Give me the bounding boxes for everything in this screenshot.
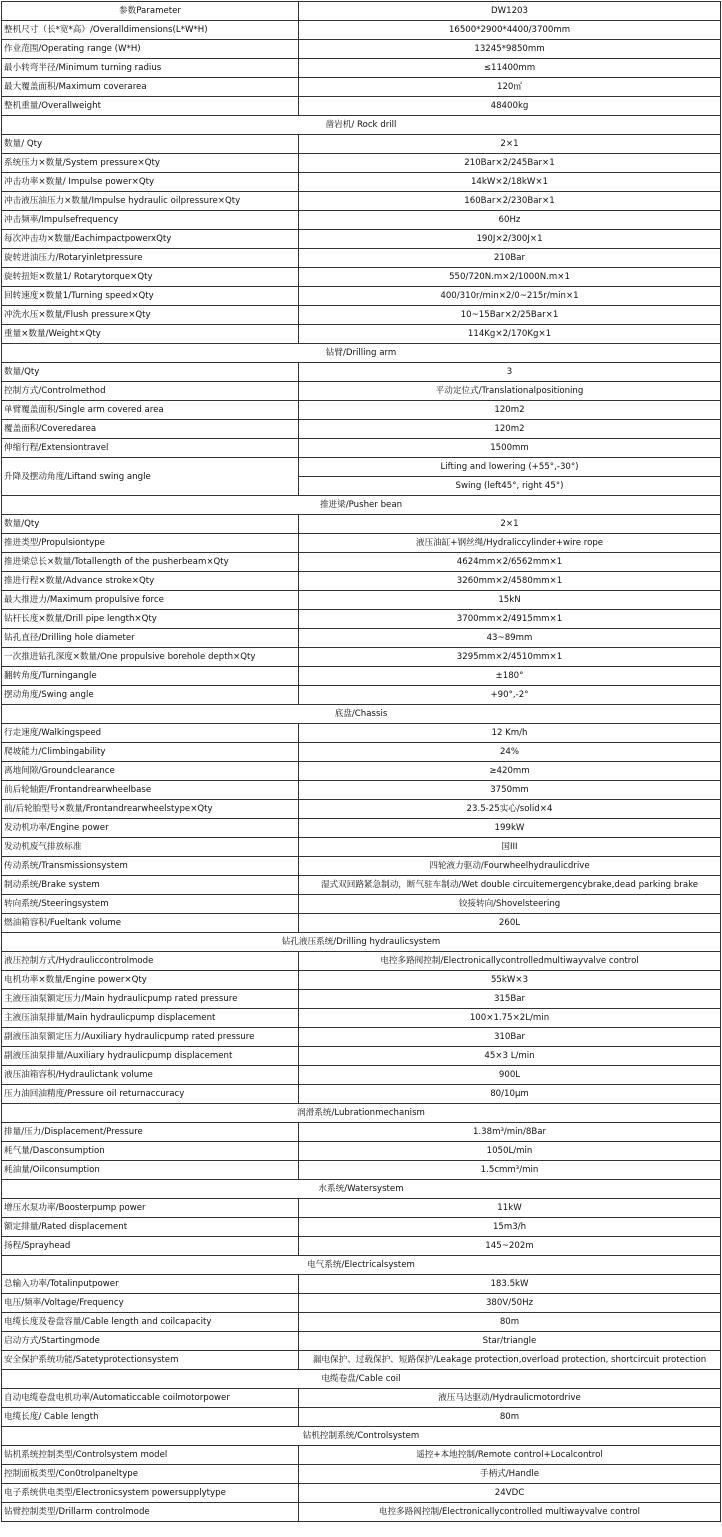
param-value-cell: 80m	[299, 1408, 721, 1427]
param-name-cell: 额定排量/Rated displacement	[2, 1218, 299, 1237]
section-title: 电气系统/Electricalsystem	[2, 1256, 721, 1275]
param-name-cell: 覆盖面积/Coveredarea	[2, 420, 299, 439]
spec-row	[2, 1503, 721, 1522]
spec-row	[2, 249, 721, 268]
param-name-cell: 旋转进油压力/Rotaryinletpressure	[2, 249, 299, 268]
param-name-cell: 制动系统/Brake system	[2, 876, 299, 895]
param-value-cell: Swing (left45°, right 45°)	[299, 477, 721, 496]
param-value-cell: 14kW×2/18kW×1	[299, 173, 721, 192]
spec-row	[2, 762, 721, 781]
spec-row	[2, 1332, 721, 1351]
param-name-cell: 整机重量/Overallweight	[2, 97, 299, 116]
param-value-cell: 24VDC	[299, 1484, 721, 1503]
param-name-cell: 每次冲击功×数量/EachimpactpowerxQty	[2, 230, 299, 249]
param-value-cell: 手柄式/Handle	[299, 1465, 721, 1484]
param-value-cell: 80/10μm	[299, 1085, 721, 1104]
param-name-cell: 冲击液压油压力×数量/Impulse hydraulic oilpressure×Qty	[2, 192, 299, 211]
section-header-row	[2, 344, 721, 363]
param-value-cell: 190J×2/300J×1	[299, 230, 721, 249]
param-name-cell: 爬坡能力/Climbingability	[2, 743, 299, 762]
spec-row	[2, 743, 721, 762]
param-value-cell: 23.5-25实心/solid×4	[299, 800, 721, 819]
spec-row	[2, 819, 721, 838]
section-header-row	[2, 1180, 721, 1199]
param-value-cell: 210Bar×2/245Bar×1	[299, 154, 721, 173]
param-value-cell: 10~15Bar×2/25Bar×1	[299, 306, 721, 325]
spec-row	[2, 97, 721, 116]
spec-row	[2, 1294, 721, 1313]
param-value-cell: 国III	[299, 838, 721, 857]
header-param-cell: 参数Parameter	[2, 2, 299, 21]
spec-row	[2, 610, 721, 629]
param-name-cell: 伸缩行程/Extensiontravel	[2, 439, 299, 458]
param-name-cell: 发动机功率/Engine power	[2, 819, 299, 838]
section-header-row	[2, 1104, 721, 1123]
param-name-cell: 行走速度/Walkingspeed	[2, 724, 299, 743]
param-value-cell: 3260mm×2/4580mm×1	[299, 572, 721, 591]
param-name-cell: 主液压油泵排量/Main hydraulicpump displacement	[2, 1009, 299, 1028]
param-value-cell: 55kW×3	[299, 971, 721, 990]
spec-row	[2, 1066, 721, 1085]
param-name-cell: 电子系统供电类型/Electronicsystem powersupplytype	[2, 1484, 299, 1503]
spec-row	[2, 268, 721, 287]
param-value-cell: 3750mm	[299, 781, 721, 800]
section-header-row	[2, 116, 721, 135]
param-value-cell: 24%	[299, 743, 721, 762]
section-title: 底盘/Chassis	[2, 705, 721, 724]
spec-row	[2, 857, 721, 876]
spec-row	[2, 1408, 721, 1427]
param-name-cell: 耗油量/Oilconsumption	[2, 1161, 299, 1180]
section-header-row	[2, 933, 721, 952]
spec-row	[2, 40, 721, 59]
param-value-cell: 3295mm×2/4510mm×1	[299, 648, 721, 667]
spec-row	[2, 534, 721, 553]
param-name-cell: 排量/压力/Displacement/Pressure	[2, 1123, 299, 1142]
spec-row	[2, 1199, 721, 1218]
spec-row	[2, 1465, 721, 1484]
param-name-cell: 燃油箱容积/Fueltank volume	[2, 914, 299, 933]
param-name-cell: 旋转扭矩×数量1/ Rotarytorque×Qty	[2, 268, 299, 287]
param-name-cell: 推进类型/Propulsiontype	[2, 534, 299, 553]
param-value-cell: 210Bar	[299, 249, 721, 268]
param-name-cell: 前/后轮胎型号×数量/Frontandrearwheelstype×Qty	[2, 800, 299, 819]
spec-row	[2, 1275, 721, 1294]
param-name-cell: 单臂覆盖面积/Single arm covered area	[2, 401, 299, 420]
spec-row	[2, 1009, 721, 1028]
param-name-cell: 发动机废气排放标准	[2, 838, 299, 857]
spec-row	[2, 287, 721, 306]
param-value-cell: Star/triangle	[299, 1332, 721, 1351]
spec-row	[2, 458, 721, 477]
param-value-cell: 1500mm	[299, 439, 721, 458]
param-value-cell: 电控多路阀控制/Electronicallycontrolledmultiwayvalve control	[299, 952, 721, 971]
param-name-cell: 冲洗水压×数量/Flush pressure×Qty	[2, 306, 299, 325]
param-value-cell: 3700mm×2/4915mm×1	[299, 610, 721, 629]
param-name-cell: 摆动角度/Swing angle	[2, 686, 299, 705]
param-value-cell: 80m	[299, 1313, 721, 1332]
param-name-cell: 推进行程×数量/Advance stroke×Qty	[2, 572, 299, 591]
param-name-cell: 压力油回油精度/Pressure oil returnaccuracy	[2, 1085, 299, 1104]
spec-row	[2, 1389, 721, 1408]
spec-row	[2, 78, 721, 97]
param-value-cell: 11kW	[299, 1199, 721, 1218]
spec-row	[2, 154, 721, 173]
param-name-cell: 冲击功率×数量/ Impulse power×Qty	[2, 173, 299, 192]
param-value-cell: 铰接转向/Shovelsteering	[299, 895, 721, 914]
param-name-cell: 总输入功率/Totalinputpower	[2, 1275, 299, 1294]
param-name-cell: 液压油箱容积/Hydraulictank volume	[2, 1066, 299, 1085]
spec-row	[2, 990, 721, 1009]
spec-table-body	[2, 2, 721, 1522]
param-name-cell: 重量×数量/Weight×Qty	[2, 325, 299, 344]
param-value-cell: 平动定位式/Translationalpositioning	[299, 382, 721, 401]
param-name-cell: 主液压油泵额定压力/Main hydraulicpump rated pressure	[2, 990, 299, 1009]
param-name-cell: 作业范围/Operating range (W*H)	[2, 40, 299, 59]
param-name-cell: 系统压力×数量/System pressure×Qty	[2, 154, 299, 173]
param-value-cell: 1.38m³/min/8Bar	[299, 1123, 721, 1142]
spec-row	[2, 1161, 721, 1180]
spec-row	[2, 1313, 721, 1332]
spec-row	[2, 211, 721, 230]
spec-row	[2, 1237, 721, 1256]
spec-row	[2, 230, 721, 249]
section-header-row	[2, 496, 721, 515]
section-title: 钻孔液压系统/Drilling hydraulicsystem	[2, 933, 721, 952]
param-value-cell: 60Hz	[299, 211, 721, 230]
param-value-cell: 183.5kW	[299, 1275, 721, 1294]
param-value-cell: 120m2	[299, 401, 721, 420]
param-name-cell: 副液压油泵排量/Auxiliary hydraulicpump displacement	[2, 1047, 299, 1066]
param-value-cell: 160Bar×2/230Bar×1	[299, 192, 721, 211]
param-name-cell: 前后轮轴距/Frontandrearwheelbase	[2, 781, 299, 800]
param-value-cell: 43~89mm	[299, 629, 721, 648]
param-value-cell: 550/720N.m×2/1000N.m×1	[299, 268, 721, 287]
param-value-cell: 100×1.75×2L/min	[299, 1009, 721, 1028]
param-value-cell: 2×1	[299, 515, 721, 534]
spec-row	[2, 781, 721, 800]
section-title: 润滑系统/Lubrationmechanism	[2, 1104, 721, 1123]
spec-row	[2, 192, 721, 211]
param-name-cell: 推进梁总长×数量/Totallength of the pusherbeam×Qty	[2, 553, 299, 572]
section-title: 电缆卷盘/Cable coil	[2, 1370, 721, 1389]
section-title: 凿岩机/ Rock drill	[2, 116, 721, 135]
spec-row	[2, 401, 721, 420]
param-value-cell: 电控多路阀控制/Electronicallycontrolled multiwayvalve control	[299, 1503, 721, 1522]
spec-row	[2, 1028, 721, 1047]
param-name-cell: 传动系统/Transmissionsystem	[2, 857, 299, 876]
header-model-cell: DW1203	[299, 2, 721, 21]
param-name-cell: 液压控制方式/Hydrauliccontrolmode	[2, 952, 299, 971]
param-value-cell: 液压马达驱动/Hydraulicmotordrive	[299, 1389, 721, 1408]
spec-table	[1, 1, 721, 1522]
param-value-cell: +90°,-2°	[299, 686, 721, 705]
spec-row	[2, 724, 721, 743]
spec-row	[2, 572, 721, 591]
param-name-cell: 安全保护系统功能/Satetyprotectionsystem	[2, 1351, 299, 1370]
param-value-cell: 1050L/min	[299, 1142, 721, 1161]
spec-row	[2, 914, 721, 933]
param-name-cell: 电机功率×数量/Engine power×Qty	[2, 971, 299, 990]
param-name-cell: 数量/Qty	[2, 363, 299, 382]
param-name-cell: 转向系统/Steeringsystem	[2, 895, 299, 914]
param-value-cell: 12 Km/h	[299, 724, 721, 743]
param-name-cell: 数量/Qty	[2, 515, 299, 534]
param-value-cell: 漏电保护、过载保护、短路保护/Leakage protection,overload protection, shortcircuit protection	[299, 1351, 721, 1370]
spec-row	[2, 1047, 721, 1066]
section-title: 推进梁/Pusher bean	[2, 496, 721, 515]
param-name-cell: 扬程/Sprayhead	[2, 1237, 299, 1256]
spec-row	[2, 800, 721, 819]
param-value-cell: 120㎡	[299, 78, 721, 97]
spec-row	[2, 629, 721, 648]
spec-row	[2, 952, 721, 971]
spec-row	[2, 420, 721, 439]
spec-row	[2, 59, 721, 78]
spec-row	[2, 1123, 721, 1142]
param-value-cell: 遥控+本地控制/Remote control+Localcontrol	[299, 1446, 721, 1465]
param-value-cell: 260L	[299, 914, 721, 933]
param-name-cell: 最大推进力/Maximum propulsive force	[2, 591, 299, 610]
param-value-cell: ≥420mm	[299, 762, 721, 781]
spec-row	[2, 686, 721, 705]
param-name-cell: 电缆长度/ Cable length	[2, 1408, 299, 1427]
param-name-cell: 整机尺寸（长*宽*高）/Overalldimensions(L*W*H)	[2, 21, 299, 40]
spec-row	[2, 591, 721, 610]
section-title: 钻机控制系统/Controlsystem	[2, 1427, 721, 1446]
param-value-cell: 400/310r/min×2/0~215r/min×1	[299, 287, 721, 306]
param-value-cell: 15m3/h	[299, 1218, 721, 1237]
param-name-cell: 钻杆长度×数量/Drill pipe length×Qty	[2, 610, 299, 629]
param-value-cell: 380V/50Hz	[299, 1294, 721, 1313]
spec-row	[2, 173, 721, 192]
param-value-cell: 1.5cmm³/min	[299, 1161, 721, 1180]
param-name-cell: 最大覆盖面积/Maximum coverarea	[2, 78, 299, 97]
spec-row	[2, 439, 721, 458]
section-header-row	[2, 1370, 721, 1389]
param-value-cell: 45×3 L/min	[299, 1047, 721, 1066]
param-value-cell: 2×1	[299, 135, 721, 154]
spec-row	[2, 325, 721, 344]
param-name-cell: 冲击频率/Impulsefrequency	[2, 211, 299, 230]
param-name-cell: 控制方式/Controlmethod	[2, 382, 299, 401]
param-name-cell: 增压水泵功率/Boosterpump power	[2, 1199, 299, 1218]
spec-row	[2, 306, 721, 325]
param-name-cell: 翻转角度/Turningangle	[2, 667, 299, 686]
param-name-cell: 钻机系统控制类型/Controlsystem model	[2, 1446, 299, 1465]
param-name-cell: 一次推进钻孔深度×数量/One propulsive borehole depth×Qty	[2, 648, 299, 667]
param-name-cell: 启动方式/Startingmode	[2, 1332, 299, 1351]
spec-row	[2, 895, 721, 914]
param-value-cell: 4624mm×2/6562mm×1	[299, 553, 721, 572]
spec-row	[2, 135, 721, 154]
spec-row	[2, 21, 721, 40]
spec-row	[2, 648, 721, 667]
param-value-cell: 120m2	[299, 420, 721, 439]
param-value-cell: 199kW	[299, 819, 721, 838]
param-name-cell: 回转速度×数量1/Turning speed×Qty	[2, 287, 299, 306]
param-name-cell: 数量/ Qty	[2, 135, 299, 154]
param-name-cell: 耗气量/Dasconsumption	[2, 1142, 299, 1161]
spec-row	[2, 1351, 721, 1370]
param-value-cell: 液压油缸+钢丝绳/Hydraliccylinder+wire rope	[299, 534, 721, 553]
spec-row	[2, 1085, 721, 1104]
section-header-row	[2, 1256, 721, 1275]
spec-row	[2, 838, 721, 857]
param-name-cell: 离地间隙/Groundclearance	[2, 762, 299, 781]
section-title: 钻臂/Drilling arm	[2, 344, 721, 363]
section-header-row	[2, 1427, 721, 1446]
param-value-cell: 四轮液力驱动/Fourwheelhydraulicdrive	[299, 857, 721, 876]
param-value-cell: 15kN	[299, 591, 721, 610]
spec-row	[2, 382, 721, 401]
param-value-cell: 16500*2900*4400/3700mm	[299, 21, 721, 40]
param-value-cell: Lifting and lowering (+55°,-30°)	[299, 458, 721, 477]
param-value-cell: 114Kg×2/170Kg×1	[299, 325, 721, 344]
spec-row	[2, 1142, 721, 1161]
param-value-cell: 湿式双回路紧急制动，断气驻车制动/Wet double circuitemergencybrake,dead parking brake	[299, 876, 721, 895]
param-name-cell: 控制面板类型/Con0trolpaneltype	[2, 1465, 299, 1484]
spec-row	[2, 1218, 721, 1237]
spec-row	[2, 876, 721, 895]
param-value-cell: 48400kg	[299, 97, 721, 116]
param-name-cell: 钻孔直径/Drilling hole diameter	[2, 629, 299, 648]
spec-row	[2, 363, 721, 382]
param-name-cell: 电压/频率/Voltage/Frequency	[2, 1294, 299, 1313]
param-value-cell: 13245*9850mm	[299, 40, 721, 59]
header-row	[2, 2, 721, 21]
param-name-cell: 电缆长度及卷盘容量/Cable length and coilcapacity	[2, 1313, 299, 1332]
param-name-cell: 钻臂控制类型/Drillarm controlmode	[2, 1503, 299, 1522]
param-name-cell: 最小转弯半径/Minimum turning radius	[2, 59, 299, 78]
spec-row	[2, 667, 721, 686]
spec-row	[2, 1484, 721, 1503]
spec-row	[2, 553, 721, 572]
param-value-cell: ±180°	[299, 667, 721, 686]
section-title: 水系统/Watersystem	[2, 1180, 721, 1199]
param-value-cell: ≤11400mm	[299, 59, 721, 78]
param-value-cell: 3	[299, 363, 721, 382]
spec-row	[2, 515, 721, 534]
param-value-cell: 900L	[299, 1066, 721, 1085]
spec-row	[2, 1446, 721, 1465]
section-header-row	[2, 705, 721, 724]
param-value-cell: 145~202m	[299, 1237, 721, 1256]
param-name-cell: 升降及摆动角度/Liftand swing angle	[2, 458, 299, 496]
param-name-cell: 自动电缆卷盘电机功率/Automaticcable coilmotorpower	[2, 1389, 299, 1408]
spec-row	[2, 971, 721, 990]
param-value-cell: 315Bar	[299, 990, 721, 1009]
param-value-cell: 310Bar	[299, 1028, 721, 1047]
param-name-cell: 副液压油泵额定压力/Auxiliary hydraulicpump rated pressure	[2, 1028, 299, 1047]
